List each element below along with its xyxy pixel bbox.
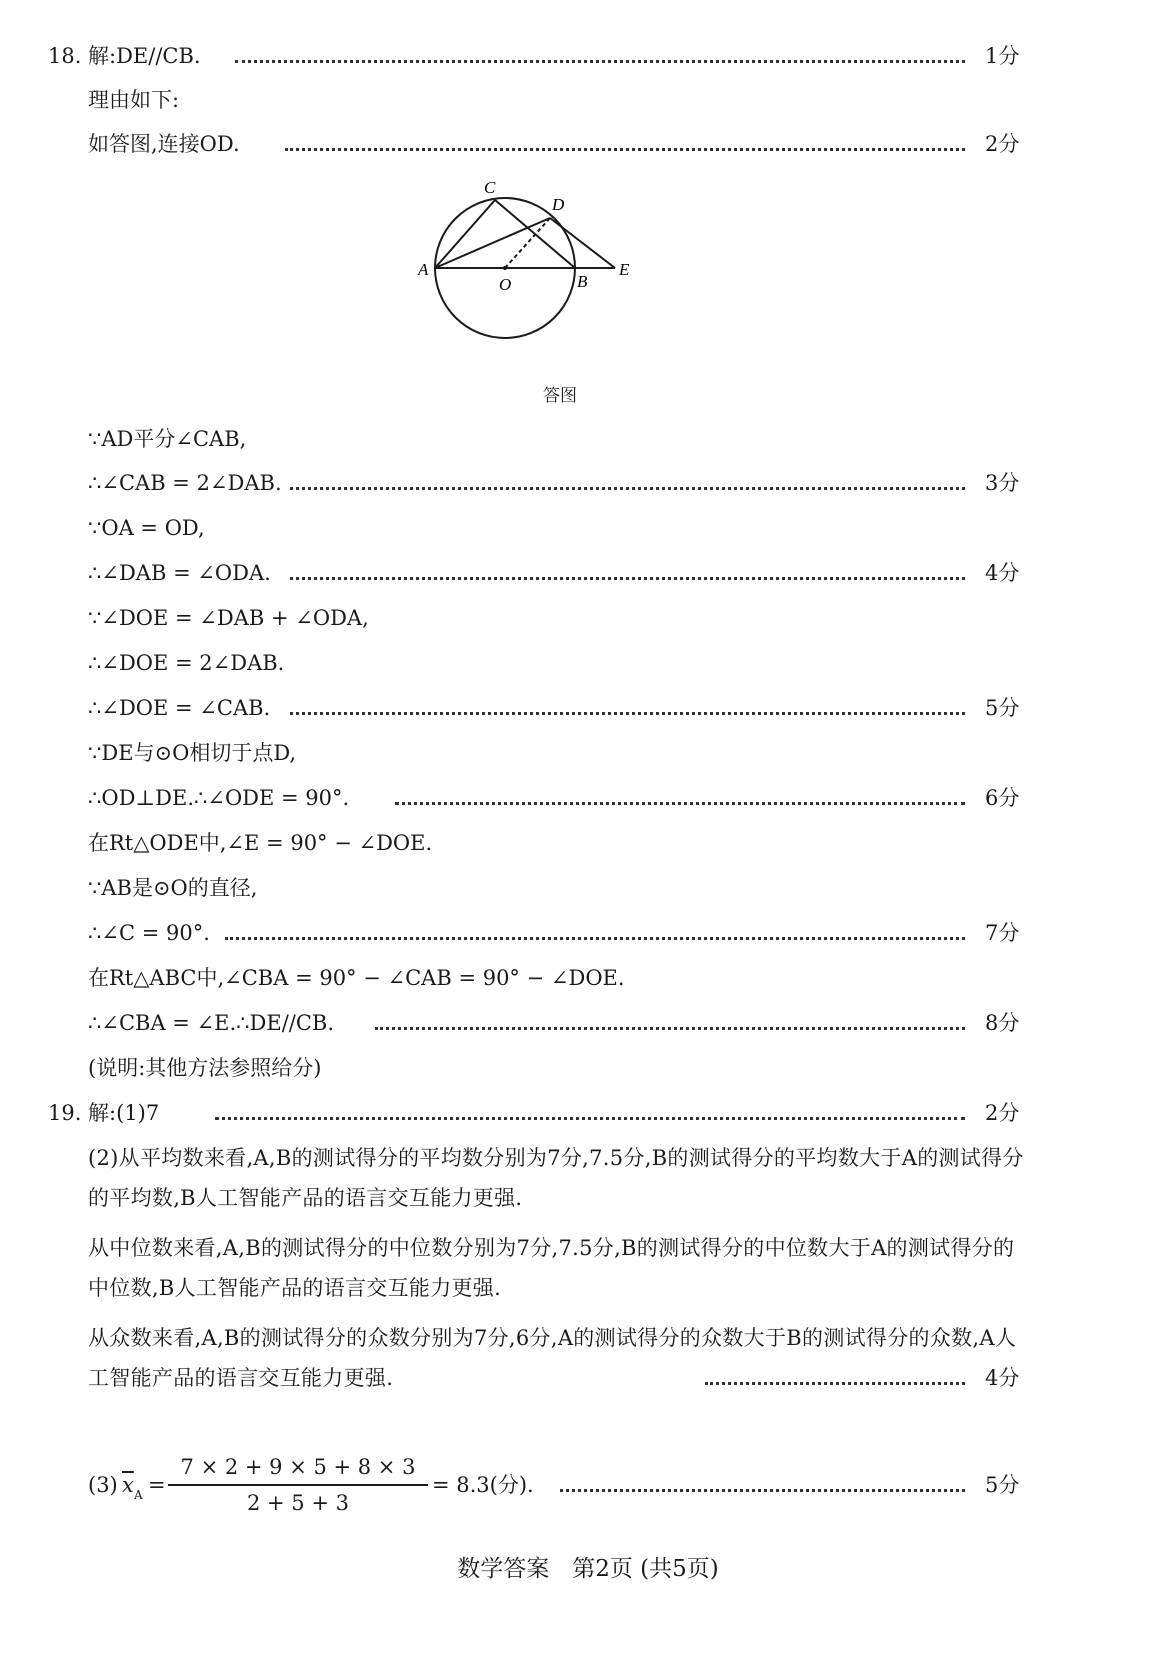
mean-symbol: $\overline{x}$ — [122, 1473, 134, 1497]
score-mark: 2分 — [985, 132, 1020, 156]
label-d: D — [552, 195, 565, 214]
connect-text: 如答图,连接OD. — [88, 132, 240, 156]
answer-text: 解:DE//CB. — [88, 44, 201, 68]
center-point — [503, 266, 507, 270]
proof-text: ∴∠DOE = ∠CAB. — [88, 696, 271, 720]
proof-text: ∴∠CAB = 2∠DAB. — [88, 471, 282, 495]
leader-dots — [395, 802, 965, 805]
proof-line — [0, 1003, 1176, 1043]
note-line — [0, 1048, 1176, 1088]
proof-text: ∴∠DOE = 2∠DAB. — [88, 651, 285, 675]
q19-part1-line — [0, 1093, 1176, 1133]
reason-line — [0, 80, 1176, 120]
mode-paragraph: 从众数来看,A,B的测试得分的众数分别为7分,6分,A的测试得分的众数大于B的测试得分的众数,A人工智能产品的语言交互能力更强. — [88, 1326, 1017, 1390]
proof-text: 在Rt△ABC中,∠CBA = 90° − ∠CAB = 90° − ∠DOE. — [88, 966, 625, 990]
tangent-de — [550, 218, 615, 268]
leader-dots — [235, 60, 965, 63]
leader-dots — [290, 712, 965, 715]
page-footer: 数学答案 第2页 (共5页) — [457, 1556, 719, 1582]
proof-text: ∵AB是⊙O的直径, — [88, 876, 258, 900]
part3-prefix: (3) — [88, 1473, 118, 1497]
mean-fraction — [168, 1452, 428, 1518]
proof-line — [0, 958, 1176, 998]
proof-line — [0, 688, 1176, 728]
proof-line — [0, 643, 1176, 683]
proof-line — [0, 913, 1176, 953]
leader-dots — [290, 487, 965, 490]
score-mark: 4分 — [985, 561, 1020, 585]
proof-text: ∴OD⊥DE.∴∠ODE = 90°. — [88, 786, 350, 810]
question-number: 18. — [48, 44, 82, 68]
leader-dots — [375, 1027, 965, 1030]
proof-text: ∴∠DAB = ∠ODA. — [88, 561, 271, 585]
leader-dots — [215, 1117, 965, 1120]
label-a: A — [418, 260, 429, 279]
fraction-numerator: 7 × 2 + 9 × 5 + 8 × 3 — [180, 1455, 416, 1479]
proof-line — [0, 778, 1176, 818]
proof-line — [0, 553, 1176, 593]
note-text: (说明:其他方法参照给分) — [88, 1056, 322, 1080]
label-c: C — [484, 180, 496, 197]
score-row — [0, 1358, 1176, 1398]
proof-line — [0, 868, 1176, 908]
score-mark: 7分 — [985, 921, 1020, 945]
proof-line — [0, 733, 1176, 773]
figure-caption: 答图 — [543, 386, 577, 406]
proof-text: ∵OA = OD, — [88, 516, 205, 540]
score-mark: 6分 — [985, 786, 1020, 810]
mean-paragraph: (2)从平均数来看,A,B的测试得分的平均数分别为7分,7.5分,B的测试得分的平均数大于A的测试得分的平均数,B人工智能产品的语言交互能力更强. — [88, 1146, 1024, 1210]
equals-sign: = — [148, 1473, 166, 1497]
proof-text: ∵DE与⊙O相切于点D, — [88, 741, 297, 765]
median-paragraph: 从中位数来看,A,B的测试得分的中位数分别为7分,7.5分,B的测试得分的中位数大于A的测试得分的中位数,B人工智能产品的语言交互能力更强. — [88, 1236, 1015, 1300]
score-mark: 8分 — [985, 1011, 1020, 1035]
chord-ad — [435, 218, 550, 268]
q18-answer-line — [0, 36, 1176, 76]
label-o: O — [499, 275, 512, 294]
proof-text: ∵AD平分∠CAB, — [88, 427, 247, 451]
part3-result: = 8.3(分). — [432, 1473, 534, 1497]
score-mark: 1分 — [985, 44, 1020, 68]
leader-dots — [225, 937, 965, 940]
question-number: 19. — [48, 1101, 82, 1125]
proof-line — [0, 419, 1176, 459]
answer-text: 解:(1)7 — [88, 1101, 160, 1125]
score-mark: 4分 — [985, 1366, 1020, 1390]
score-mark: 2分 — [985, 1101, 1020, 1125]
label-e: E — [619, 260, 630, 279]
score-mark: 5分 — [985, 696, 1020, 720]
proof-text: ∵∠DOE = ∠DAB + ∠ODA, — [88, 606, 369, 630]
proof-text: 在Rt△ODE中,∠E = 90° − ∠DOE. — [88, 831, 433, 855]
proof-line — [0, 508, 1176, 548]
proof-line — [0, 598, 1176, 638]
leader-dots — [290, 577, 965, 580]
leader-dots — [285, 148, 965, 151]
geometry-figure — [410, 180, 660, 380]
leader-dots — [560, 1489, 965, 1492]
score-mark: 3分 — [985, 471, 1020, 495]
score-mark: 5分 — [985, 1473, 1020, 1497]
connect-line — [0, 124, 1176, 164]
proof-line — [0, 823, 1176, 863]
reason-text: 理由如下: — [88, 88, 180, 112]
radius-od — [505, 218, 550, 268]
proof-text: ∴∠C = 90°. — [88, 921, 210, 945]
proof-text: ∴∠CBA = ∠E.∴DE//CB. — [88, 1011, 335, 1035]
fraction-bar — [168, 1484, 428, 1486]
fraction-denominator: 2 + 5 + 3 — [247, 1491, 349, 1515]
proof-line — [0, 463, 1176, 503]
mean-subscript: A — [134, 1488, 143, 1502]
label-b: B — [577, 272, 588, 291]
leader-dots — [705, 1382, 965, 1385]
